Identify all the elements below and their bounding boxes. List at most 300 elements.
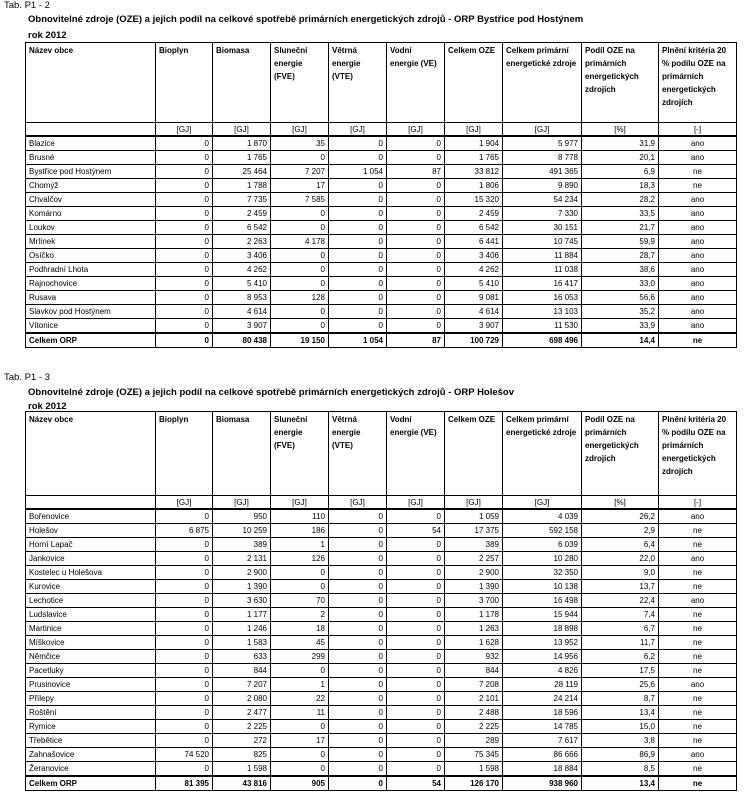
unit-cell: [GJ]	[156, 496, 213, 510]
table-cell: ano	[659, 305, 737, 319]
table-row	[26, 678, 737, 692]
table-2-year: rok 2012	[28, 401, 67, 412]
column-header: Bioplyn	[156, 43, 213, 123]
table-cell: 1 263	[445, 622, 503, 636]
table-cell: 8,7	[582, 692, 659, 706]
table-cell: 0	[329, 650, 387, 664]
table-cell: 2 459	[213, 207, 271, 221]
table-cell: 0	[387, 509, 445, 524]
table-cell: 35,2	[582, 305, 659, 319]
unit-cell: [GJ]	[213, 123, 271, 137]
unit-cell: [GJ]	[329, 123, 387, 137]
table-cell: 0	[329, 277, 387, 291]
table-cell: ne	[659, 692, 737, 706]
table-cell: 0	[156, 305, 213, 319]
total-row	[26, 776, 737, 791]
table-cell: 0	[329, 235, 387, 249]
oze-table-bystrice	[25, 42, 737, 348]
total-cell: 100 729	[445, 333, 503, 348]
table-cell: 1 765	[445, 151, 503, 165]
table-cell: 7 735	[213, 193, 271, 207]
table-cell: Blazice	[26, 136, 156, 151]
table-row	[26, 580, 737, 594]
table-1-year: rok 2012	[28, 30, 67, 41]
unit-cell: [GJ]	[387, 496, 445, 510]
table-cell: Rajnochovice	[26, 277, 156, 291]
table-cell: 0	[387, 291, 445, 305]
table-cell: 18 898	[503, 622, 582, 636]
table-cell: 35	[271, 136, 329, 151]
table-cell: 0	[329, 706, 387, 720]
table-cell: ne	[659, 762, 737, 777]
table-row	[26, 636, 737, 650]
table-cell: ano	[659, 277, 737, 291]
unit-cell: [-]	[659, 123, 737, 137]
table-cell: 0	[329, 748, 387, 762]
table-cell: 0	[387, 594, 445, 608]
table-row	[26, 207, 737, 221]
table-cell: 33,0	[582, 277, 659, 291]
table-cell: 8 778	[503, 151, 582, 165]
table-cell: Chomýž	[26, 179, 156, 193]
table-row	[26, 509, 737, 524]
table-cell: 932	[445, 650, 503, 664]
table-cell: ano	[659, 594, 737, 608]
table-cell: ano	[659, 193, 737, 207]
table-cell: 0	[387, 193, 445, 207]
table-cell: 0	[329, 678, 387, 692]
table-cell: 16 417	[503, 277, 582, 291]
table-row	[26, 221, 737, 235]
table-cell: Chvalčov	[26, 193, 156, 207]
table-cell: 26,2	[582, 509, 659, 524]
unit-cell: [-]	[659, 496, 737, 510]
table-cell: 3 907	[213, 319, 271, 334]
table-cell: 1 054	[329, 165, 387, 179]
table-cell: 0	[329, 207, 387, 221]
table-cell: 2 225	[213, 720, 271, 734]
table-cell: 16 053	[503, 291, 582, 305]
table-cell: 15 320	[445, 193, 503, 207]
table-cell: 70	[271, 594, 329, 608]
table-cell: 0	[271, 720, 329, 734]
table-cell: 30 151	[503, 221, 582, 235]
column-header: Biomasa	[213, 43, 271, 123]
table-cell: ne	[659, 650, 737, 664]
table-cell: 0	[329, 762, 387, 777]
table-cell: 0	[329, 580, 387, 594]
table-cell: 0	[387, 636, 445, 650]
unit-cell: [GJ]	[156, 123, 213, 137]
table-cell: 0	[156, 291, 213, 305]
table-cell: 11 530	[503, 319, 582, 334]
table-cell: 844	[213, 664, 271, 678]
header-row	[26, 43, 737, 123]
table-cell: 20,1	[582, 151, 659, 165]
unit-cell: [%]	[582, 496, 659, 510]
table-cell: 0	[156, 207, 213, 221]
total-cell: 938 960	[503, 776, 582, 791]
table-1-label: Tab. P1 - 2	[4, 0, 50, 11]
table-cell: 25 464	[213, 165, 271, 179]
table-cell: 32 350	[503, 566, 582, 580]
unit-cell: [GJ]	[445, 496, 503, 510]
table-cell: 7 330	[503, 207, 582, 221]
table-cell: 0	[329, 221, 387, 235]
table-row	[26, 594, 737, 608]
column-header: Větrná energie (VTE)	[329, 43, 387, 123]
unit-cell: [GJ]	[271, 496, 329, 510]
table-cell: 0	[329, 538, 387, 552]
table-cell: 1 177	[213, 608, 271, 622]
table-cell: 18 884	[503, 762, 582, 777]
units-row	[26, 123, 737, 137]
table-cell: 4 614	[445, 305, 503, 319]
table-cell: 126	[271, 552, 329, 566]
table-cell: 4 826	[503, 664, 582, 678]
table-2-label: Tab. P1 - 3	[4, 372, 50, 383]
table-cell: 28,2	[582, 193, 659, 207]
table-row	[26, 291, 737, 305]
table-cell: 6,7	[582, 622, 659, 636]
table-cell: 0	[156, 608, 213, 622]
table-cell: 389	[213, 538, 271, 552]
table-cell: 0	[387, 566, 445, 580]
table-row	[26, 165, 737, 179]
table-cell: 272	[213, 734, 271, 748]
table-cell: 22,4	[582, 594, 659, 608]
table-cell: 0	[329, 136, 387, 151]
total-cell: 80 438	[213, 333, 271, 348]
table-cell: Bystřice pod Hostýnem	[26, 165, 156, 179]
table-cell: 0	[156, 636, 213, 650]
table-row	[26, 136, 737, 151]
table-cell: 0	[271, 221, 329, 235]
table-cell: 1 246	[213, 622, 271, 636]
unit-cell	[26, 123, 156, 137]
table-cell: ne	[659, 165, 737, 179]
table-cell: 0	[156, 263, 213, 277]
table-cell: 0	[329, 291, 387, 305]
table-cell: 2 900	[445, 566, 503, 580]
table-cell: 6 542	[213, 221, 271, 235]
table-row	[26, 748, 737, 762]
table-cell: Lechotice	[26, 594, 156, 608]
table-cell: Kurovice	[26, 580, 156, 594]
table-cell: 0	[156, 566, 213, 580]
table-cell: 0	[329, 179, 387, 193]
column-header: Podíl OZE na primárních energetických zdrojích	[582, 43, 659, 123]
table-cell: 18	[271, 622, 329, 636]
table-row	[26, 179, 737, 193]
table-row	[26, 524, 737, 538]
table-cell: 0	[387, 692, 445, 706]
table-cell: 11	[271, 706, 329, 720]
table-cell: Ludslavice	[26, 608, 156, 622]
table-cell: 0	[387, 263, 445, 277]
table-cell: 1 390	[213, 580, 271, 594]
table-cell: Rusava	[26, 291, 156, 305]
table-cell: 4 178	[271, 235, 329, 249]
total-cell: 81 395	[156, 776, 213, 791]
table-row	[26, 734, 737, 748]
table-cell: 5 410	[213, 277, 271, 291]
table-cell: 0	[156, 692, 213, 706]
table-cell: 2 080	[213, 692, 271, 706]
table-cell: 13 952	[503, 636, 582, 650]
table-cell: Míškovice	[26, 636, 156, 650]
table-cell: 15,0	[582, 720, 659, 734]
table-row	[26, 706, 737, 720]
table-cell: 0	[387, 706, 445, 720]
table-cell: 24 214	[503, 692, 582, 706]
table-cell: ne	[659, 706, 737, 720]
table-cell: 17 375	[445, 524, 503, 538]
table-cell: Horní Lapač	[26, 538, 156, 552]
table-cell: 0	[156, 193, 213, 207]
table-row	[26, 720, 737, 734]
column-header: Sluneční energie (FVE)	[271, 412, 329, 496]
total-cell: 14,4	[582, 333, 659, 348]
table-cell: 0	[329, 263, 387, 277]
table-cell: 6,9	[582, 165, 659, 179]
table-cell: Zahnašovice	[26, 748, 156, 762]
table-cell: 0	[387, 678, 445, 692]
total-cell: Celkem ORP	[26, 333, 156, 348]
table-cell: 825	[213, 748, 271, 762]
table-cell: 11,7	[582, 636, 659, 650]
table-cell: 186	[271, 524, 329, 538]
table-cell: 13,4	[582, 706, 659, 720]
table-cell: 0	[329, 552, 387, 566]
unit-cell: [GJ]	[503, 123, 582, 137]
total-cell: 0	[329, 776, 387, 791]
table-cell: Osíčko	[26, 249, 156, 263]
table-cell: 2 225	[445, 720, 503, 734]
table-cell: 0	[156, 664, 213, 678]
table-cell: 0	[329, 734, 387, 748]
table-cell: 0	[156, 249, 213, 263]
table-row	[26, 249, 737, 263]
column-header: Celkem primární energetické zdroje	[503, 412, 582, 496]
table-cell: ne	[659, 538, 737, 552]
table-cell: 7 617	[503, 734, 582, 748]
table-cell: Komárno	[26, 207, 156, 221]
table-cell: 491 365	[503, 165, 582, 179]
table-cell: 0	[329, 622, 387, 636]
total-cell: ne	[659, 333, 737, 348]
table-cell: 3 700	[445, 594, 503, 608]
table-cell: 7 207	[271, 165, 329, 179]
table-cell: 9,0	[582, 566, 659, 580]
unit-cell: [GJ]	[329, 496, 387, 510]
table-cell: 4 262	[445, 263, 503, 277]
table-row	[26, 235, 737, 249]
table-cell: Prusinovice	[26, 678, 156, 692]
table-cell: ne	[659, 524, 737, 538]
table-cell: 0	[387, 748, 445, 762]
unit-cell: [%]	[582, 123, 659, 137]
table-cell: 0	[387, 552, 445, 566]
table-cell: 0	[387, 151, 445, 165]
table-cell: 8,5	[582, 762, 659, 777]
table-cell: 0	[329, 319, 387, 334]
table-cell: 0	[387, 720, 445, 734]
table-cell: 844	[445, 664, 503, 678]
total-cell: 54	[387, 776, 445, 791]
table-cell: 128	[271, 291, 329, 305]
table-cell: 0	[271, 249, 329, 263]
table-cell: 2 488	[445, 706, 503, 720]
column-header: Větrná energie (VTE)	[329, 412, 387, 496]
table-cell: 6 875	[156, 524, 213, 538]
table-cell: Holešov	[26, 524, 156, 538]
table-cell: Přílepy	[26, 692, 156, 706]
table-cell: 0	[329, 524, 387, 538]
table-cell: 33 812	[445, 165, 503, 179]
table-cell: 6 542	[445, 221, 503, 235]
column-header: Vodní energie (VE)	[387, 412, 445, 496]
table-cell: Bořenovice	[26, 509, 156, 524]
table-cell: 14 785	[503, 720, 582, 734]
table-cell: ano	[659, 748, 737, 762]
table-cell: 0	[271, 580, 329, 594]
table-cell: 0	[387, 305, 445, 319]
total-cell: 0	[156, 333, 213, 348]
table-cell: 5 977	[503, 136, 582, 151]
table-cell: Kostelec u Holešova	[26, 566, 156, 580]
column-header: Název obce	[26, 43, 156, 123]
table-cell: 10 280	[503, 552, 582, 566]
table-cell: 10 259	[213, 524, 271, 538]
total-cell: ne	[659, 776, 737, 791]
table-cell: ano	[659, 221, 737, 235]
table-cell: 28 119	[503, 678, 582, 692]
table-cell: 2 900	[213, 566, 271, 580]
table-cell: 0	[329, 509, 387, 524]
table-cell: Mrlínek	[26, 235, 156, 249]
table-cell: 14 956	[503, 650, 582, 664]
table-cell: ne	[659, 179, 737, 193]
table-cell: 0	[329, 249, 387, 263]
table-cell: 86 666	[503, 748, 582, 762]
table-cell: 11 038	[503, 263, 582, 277]
table-cell: 0	[271, 305, 329, 319]
table-cell: 1 583	[213, 636, 271, 650]
table-cell: 2	[271, 608, 329, 622]
unit-cell: [GJ]	[445, 123, 503, 137]
table-cell: 0	[156, 594, 213, 608]
table-cell: 1 178	[445, 608, 503, 622]
table-cell: 18,3	[582, 179, 659, 193]
table-cell: Vítonice	[26, 319, 156, 334]
table-cell: 633	[213, 650, 271, 664]
column-header: Plnění kritéria 20 % podílu OZE na primárních energetických zdrojích	[659, 43, 737, 123]
table-cell: ano	[659, 263, 737, 277]
table-1-title: Obnovitelné zdroje (OZE) a jejich podíl na celkové spotřebě primárních energetických zdrojů - ORP Bystřice pod Hostýnem	[28, 14, 584, 25]
table-cell: 16 498	[503, 594, 582, 608]
column-header: Bioplyn	[156, 412, 213, 496]
column-header: Plnění kritéria 20 % podílu OZE na primárních energetických zdrojích	[659, 412, 737, 496]
table-cell: ne	[659, 664, 737, 678]
table-cell: 6 039	[503, 538, 582, 552]
table-row	[26, 319, 737, 334]
table-cell: 0	[156, 277, 213, 291]
table-cell: 10 745	[503, 235, 582, 249]
oze-table-holesov	[25, 411, 737, 791]
unit-cell: [GJ]	[387, 123, 445, 137]
unit-cell: [GJ]	[503, 496, 582, 510]
table-cell: 0	[387, 235, 445, 249]
table-row	[26, 566, 737, 580]
total-cell: Celkem ORP	[26, 776, 156, 791]
table-cell: 3,8	[582, 734, 659, 748]
table-cell: Roštění	[26, 706, 156, 720]
column-header: Vodní energie (VE)	[387, 43, 445, 123]
table-cell: Jankovice	[26, 552, 156, 566]
table-cell: 1	[271, 678, 329, 692]
table-cell: 1 788	[213, 179, 271, 193]
table-cell: 0	[156, 706, 213, 720]
table-cell: 0	[156, 165, 213, 179]
table-cell: 31,9	[582, 136, 659, 151]
table-row	[26, 263, 737, 277]
table-cell: 0	[329, 193, 387, 207]
table-cell: 2 263	[213, 235, 271, 249]
table-cell: 45	[271, 636, 329, 650]
table-cell: 0	[387, 207, 445, 221]
table-cell: 0	[387, 249, 445, 263]
table-cell: 0	[329, 151, 387, 165]
table-cell: 15 944	[503, 608, 582, 622]
table-cell: 13 103	[503, 305, 582, 319]
table-cell: 7,4	[582, 608, 659, 622]
table-cell: 3 406	[445, 249, 503, 263]
total-cell: 43 816	[213, 776, 271, 791]
table-cell: 87	[387, 165, 445, 179]
table-cell: 0	[387, 608, 445, 622]
table-cell: 0	[156, 734, 213, 748]
table-cell: 0	[329, 566, 387, 580]
total-row	[26, 333, 737, 348]
table-cell: ano	[659, 678, 737, 692]
column-header: Celkem OZE	[445, 43, 503, 123]
table-cell: 0	[156, 622, 213, 636]
table-row	[26, 622, 737, 636]
table-cell: 110	[271, 509, 329, 524]
column-header: Název obce	[26, 412, 156, 496]
table-cell: ne	[659, 720, 737, 734]
table-cell: ano	[659, 151, 737, 165]
table-cell: Podhradní Lhota	[26, 263, 156, 277]
table-cell: 0	[156, 179, 213, 193]
table-cell: ano	[659, 291, 737, 305]
table-cell: 0	[329, 305, 387, 319]
total-cell: 19 150	[271, 333, 329, 348]
table-cell: 592 158	[503, 524, 582, 538]
column-header: Celkem primární energetické zdroje	[503, 43, 582, 123]
table-cell: 3 630	[213, 594, 271, 608]
table-cell: 0	[271, 319, 329, 334]
table-cell: 17	[271, 179, 329, 193]
table-cell: ano	[659, 319, 737, 334]
table-cell: 0	[387, 762, 445, 777]
total-cell: 698 496	[503, 333, 582, 348]
table-cell: 2 131	[213, 552, 271, 566]
table-cell: 0	[271, 263, 329, 277]
table-cell: 5 410	[445, 277, 503, 291]
table-cell: 33,9	[582, 319, 659, 334]
